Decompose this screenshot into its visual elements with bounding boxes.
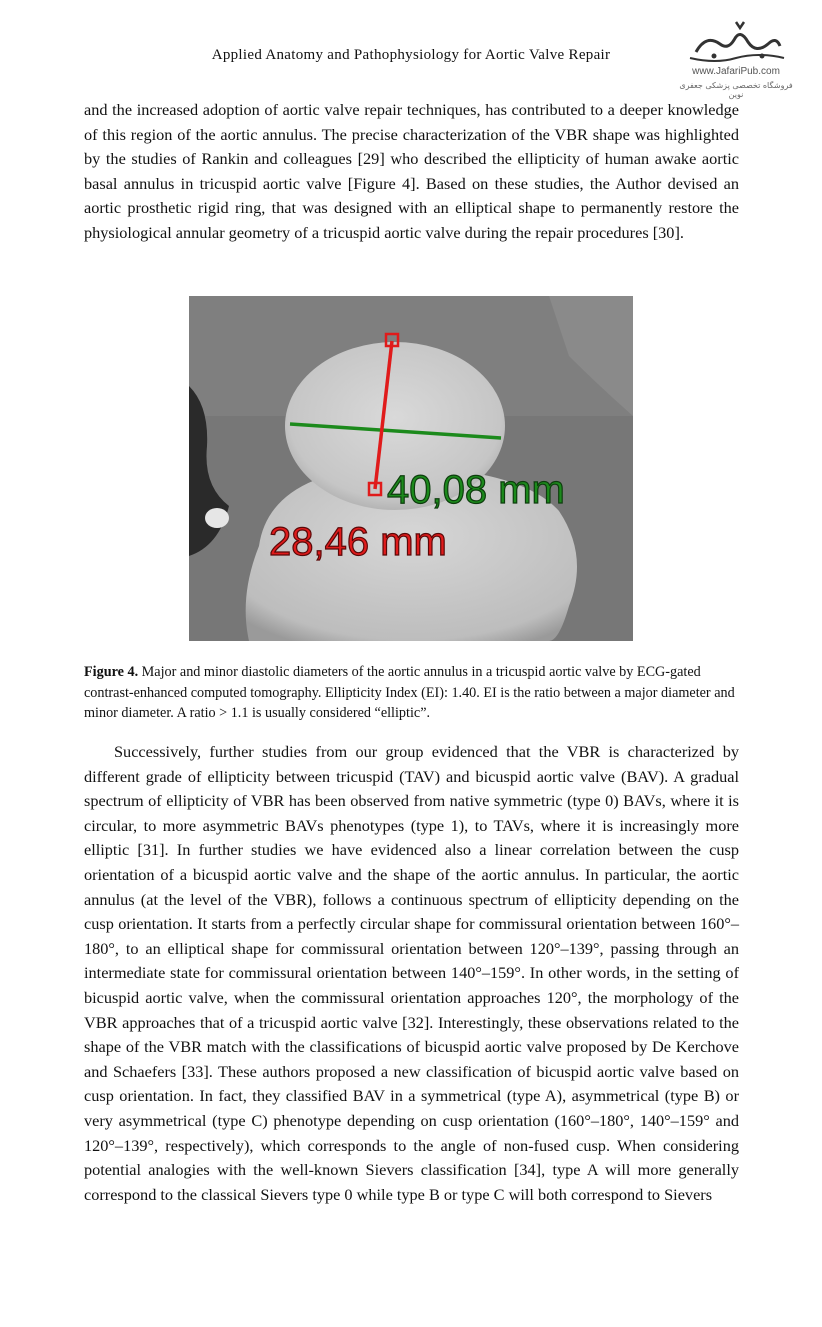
logo-url: www.JafariPub.com [692,66,780,77]
figure-caption-label: Figure 4. [84,664,139,680]
running-header: Applied Anatomy and Pathophysiology for Aortic Valve Repair [211,47,611,63]
publisher-logo [676,14,796,99]
ct-scan-graphic [189,296,633,641]
figure-caption-text: Major and minor diastolic diameters of the aortic annulus in a tricuspid aortic valve by ECG-gated contrast-enhanced computed tomography. Ellipticity Index (EI): 1.40. EI is the ratio between a major diameter and minor diameter. A ratio > 1.1 is usually considered “elliptic”. [84,664,735,721]
minor-diameter-label: 28,46 mm [269,520,447,564]
ct-figure-image [189,296,633,641]
body-paragraph-1: and the increased adoption of aortic valve repair techniques, has contributed to a deeper knowledge of this region of the aortic annulus. The precise characterization of the VBR shape was highlighted by the studies of Rankin and colleagues [29] who described the ellipticity of human awake aortic basal annulus in tricuspid aortic valve [Figure 4]. Based on these studies, the Author devised an aortic prosthetic rigid ring, that was designed with an elliptical shape to permanently restore the physiological annular geometry of a tricuspid aortic valve during the repair procedures [30]. [84,100,739,242]
logo-mark-icon [676,14,796,66]
body-paragraph-2: Successively, further studies from our group evidenced that the VBR is characterized by different grade of ellipticity between tricuspid (TAV) and bicuspid aortic valve (BAV). A gradual spectrum of ellipticity of VBR has been observed from native symmetric (type 0) BAVs, where it is circular, to more asymmetric BAVs phenotypes (type 1), to TAVs, where it is increasingly more elliptic [31]. In further studies we have evidenced also a linear correlation between the cusp orientation of a bicuspid aortic valve and the shape of the aortic annulus. In particular, the aortic annulus (at the level of the VBR), follows a continuous spectrum of ellipticity depending on the cusp orientation. It starts from a perfectly circular shape for commissural orientation between 160°–180°, to an elliptical shape for commissural orientation between 120°–139°, passing through an intermediate state for commissural orientation between 140°–159°. In other words, in the setting of bicuspid aortic valve, when the commissural orientation approaches 120°, the morphology of the VBR approaches that of a tricuspid aortic valve [32]. Interestingly, these observations related to the shape of the VBR match with the classifications of bicuspid aortic valve proposed by De Kerchove and Schaefers [33]. These authors proposed a new classification of bicuspid aortic valve based on cusp orientation. In fact, they classified BAV in a symmetrical (type A), asymmetrical (type B) or very asymmetrical (type C) phenotype depending on cusp orientation (160°–180°, 140°–159° and 120°–139°, respectively), which corresponds to the angle of non-fused cusp. When considering potential analogies with the well-known Sievers classification [34], type A will more generally correspond to the classical Sievers type 0 while type B or type C will both correspond to Sievers [84,742,739,1204]
major-diameter-label: 40,08 mm [387,468,565,512]
logo-subtitle: فروشگاه تخصصی پزشکی جعفری نوین [679,81,793,99]
figure-caption [84,662,739,724]
